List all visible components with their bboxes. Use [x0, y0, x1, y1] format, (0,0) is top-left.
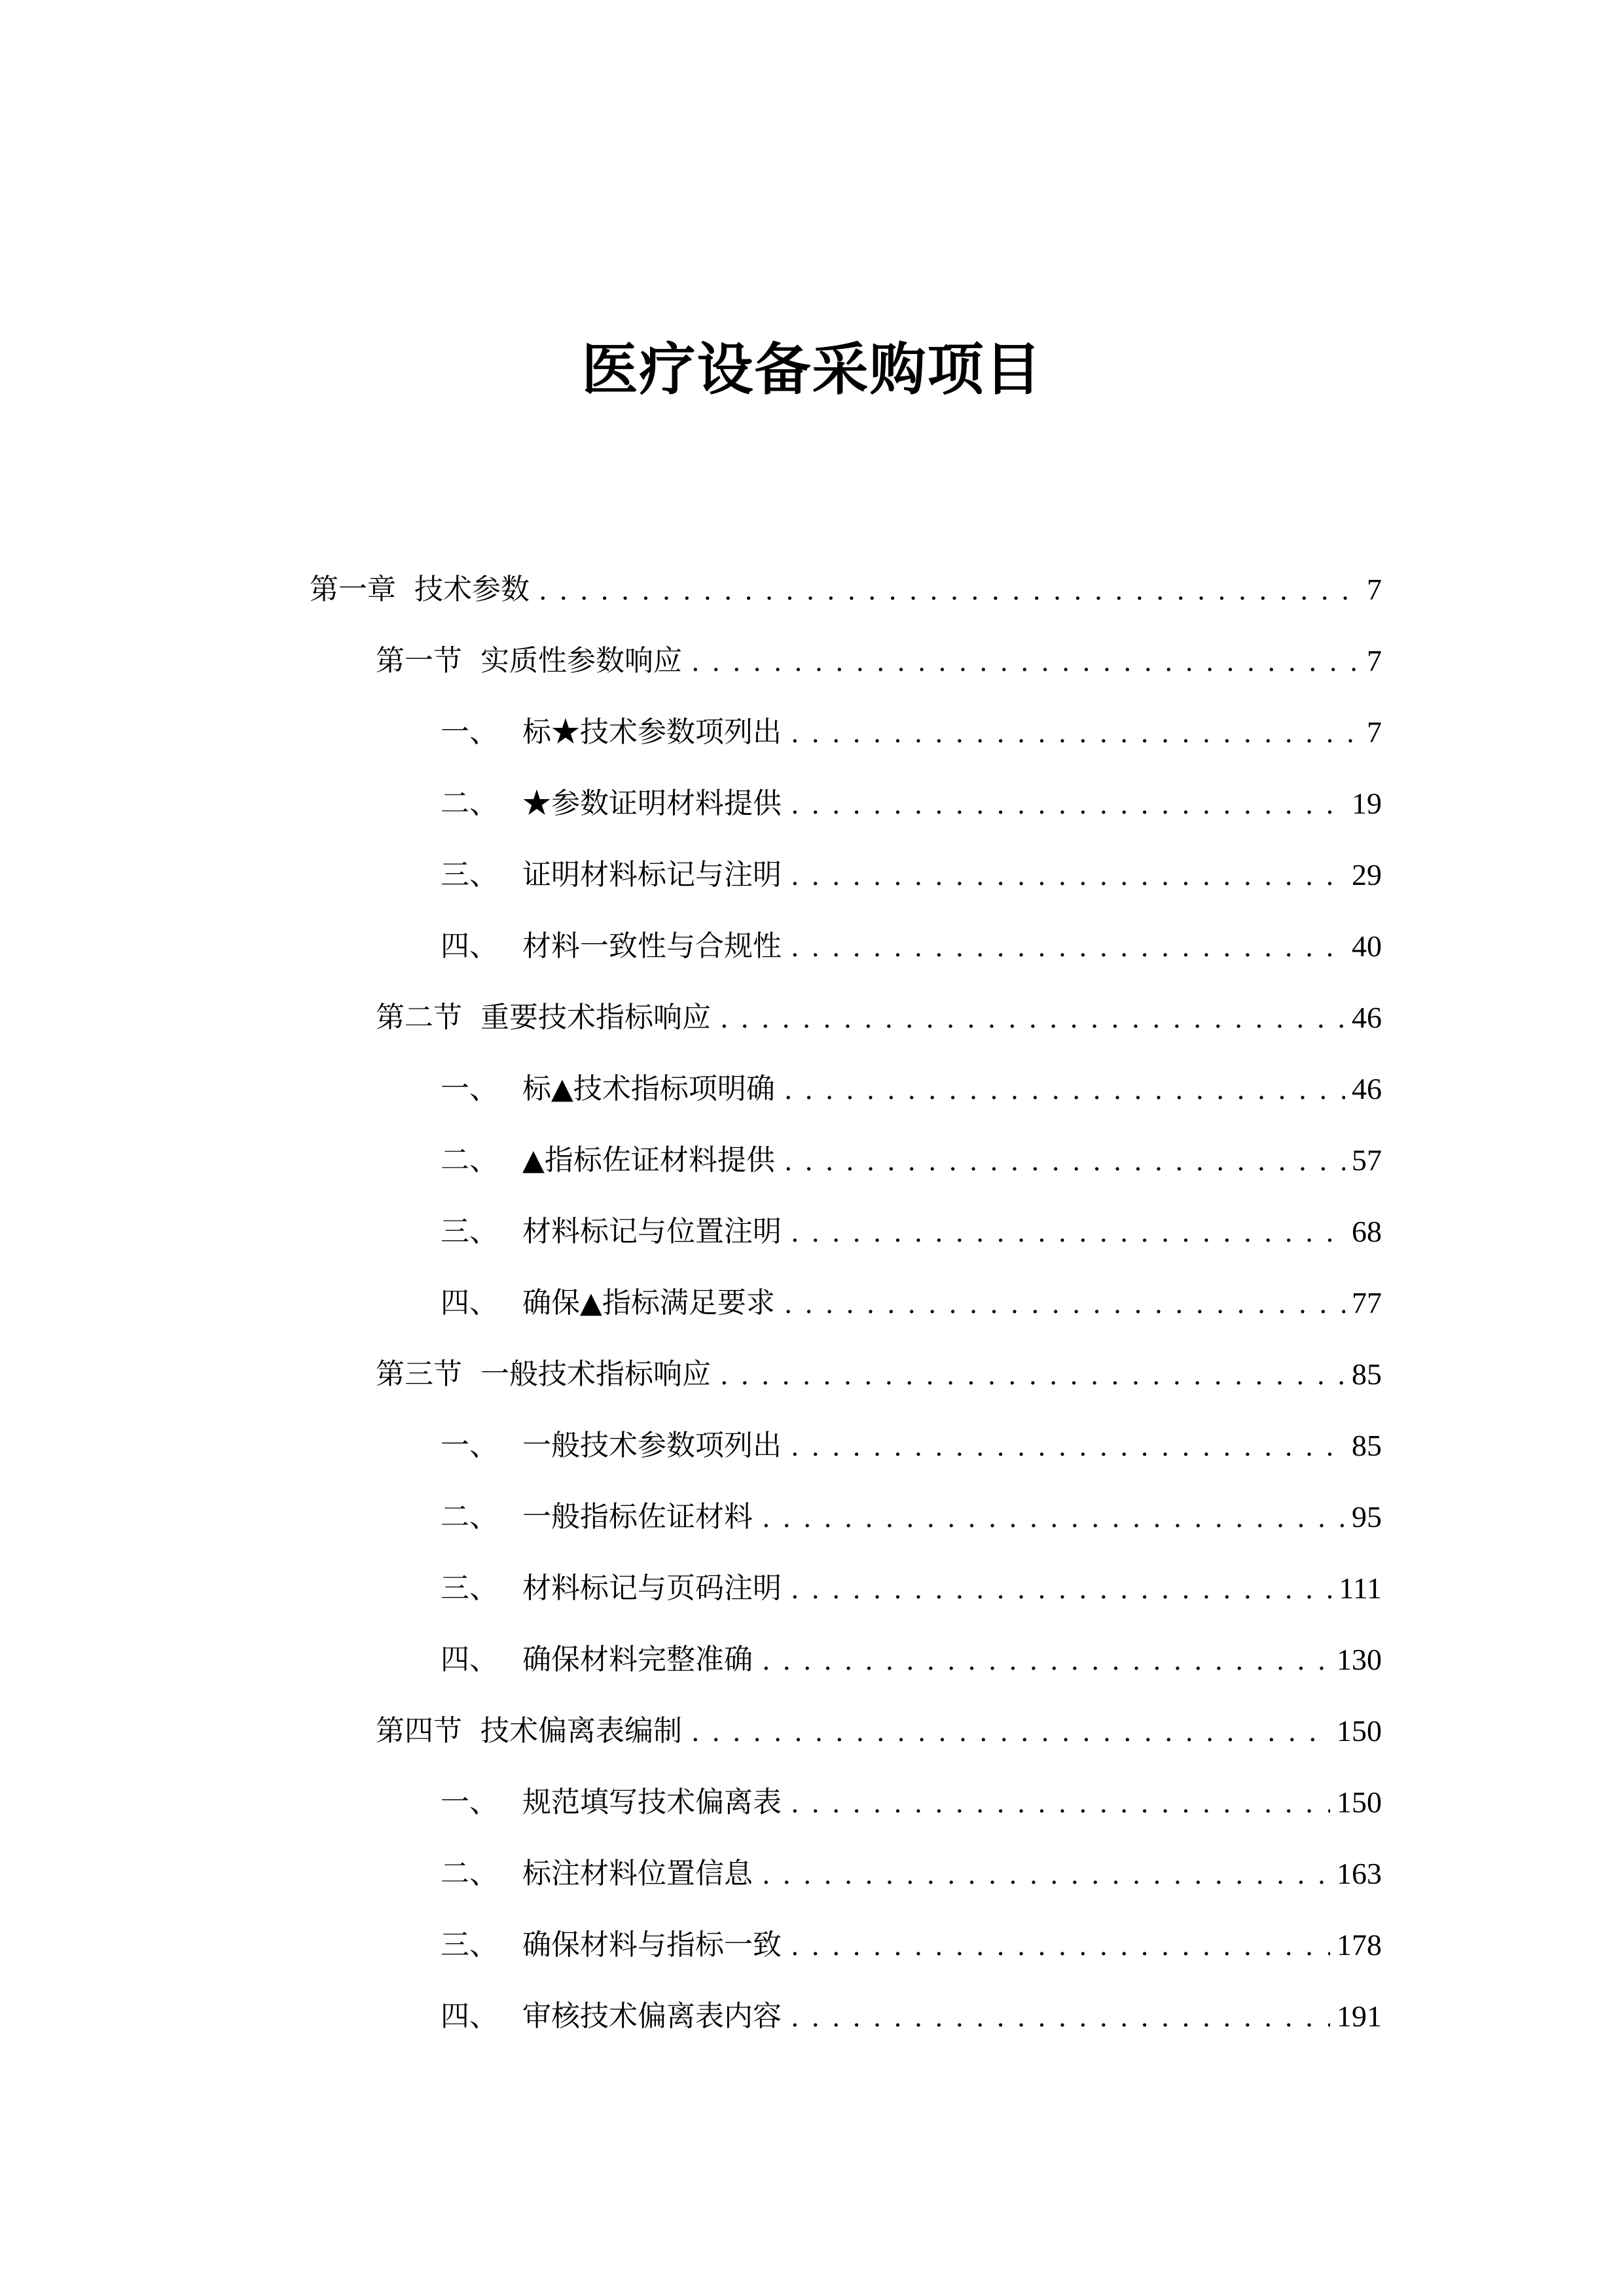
toc-entry-page: 178 — [1337, 1928, 1382, 1962]
toc-entry-number: 四、 — [441, 929, 498, 963]
toc-entry-number: 第二节 — [376, 1001, 462, 1034]
toc-entry-page: 95 — [1352, 1500, 1382, 1534]
toc-entry-label: 标▲技术指标项明确 — [522, 1072, 775, 1105]
toc-dot-leader — [791, 1423, 1345, 1469]
toc-dot-leader — [791, 1566, 1332, 1611]
toc-entry-page: 85 — [1352, 1429, 1382, 1462]
toc-entry-label: 规范填写技术偏离表 — [522, 1785, 782, 1819]
toc-entry[interactable] — [376, 638, 1382, 684]
toc-entry-page: 85 — [1352, 1357, 1382, 1391]
toc-entry-page: 46 — [1352, 1001, 1382, 1034]
toc-dot-leader — [762, 1494, 1345, 1540]
toc-entry[interactable] — [441, 1922, 1382, 1968]
toc-entry-label: 标注材料位置信息 — [522, 1857, 753, 1890]
toc-entry-number: 第一节 — [376, 644, 462, 677]
toc-dot-leader — [791, 1780, 1330, 1825]
toc-entry-page: 40 — [1352, 929, 1382, 963]
toc-dot-leader — [720, 995, 1345, 1041]
toc-entry[interactable] — [376, 1708, 1382, 1754]
toc-entry-label: 标★技术参数项列出 — [522, 715, 782, 749]
toc-entry-label: 审核技术偏离表内容 — [522, 2000, 782, 2033]
toc-entry[interactable] — [441, 781, 1382, 827]
toc-entry-page: 46 — [1352, 1072, 1382, 1105]
toc-dot-leader — [791, 781, 1345, 827]
toc-entry-page: 57 — [1352, 1143, 1382, 1177]
toc-entry[interactable] — [441, 1066, 1382, 1112]
toc-entry-number: 三、 — [441, 1571, 498, 1605]
toc-entry-number: 二、 — [441, 1143, 498, 1177]
toc-entry-number: 二、 — [441, 787, 498, 820]
toc-dot-leader — [784, 1066, 1345, 1112]
toc-entry-page: 7 — [1367, 573, 1382, 606]
toc-entry-label: 一般指标佐证材料 — [522, 1500, 753, 1534]
toc-entry-number: 三、 — [441, 1215, 498, 1248]
toc-entry-page: 191 — [1337, 2000, 1382, 2033]
toc-entry[interactable] — [441, 1138, 1382, 1183]
toc-entry-page: 19 — [1352, 787, 1382, 820]
toc-entry-page: 77 — [1352, 1286, 1382, 1319]
toc-dot-leader — [691, 1708, 1330, 1754]
toc-entry[interactable] — [441, 1566, 1382, 1611]
toc-entry-label: 证明材料标记与注明 — [522, 858, 782, 891]
toc-entry-number: 三、 — [441, 1928, 498, 1962]
toc-entry-number: 四、 — [441, 2000, 498, 2033]
toc-entry-page: 68 — [1352, 1215, 1382, 1248]
toc-entry[interactable] — [441, 852, 1382, 898]
toc-entry[interactable] — [310, 567, 1382, 613]
toc-entry-label: 一般技术指标响应 — [480, 1357, 711, 1391]
toc-entry-label: 重要技术指标响应 — [480, 1001, 711, 1034]
toc-entry[interactable] — [441, 924, 1382, 969]
toc-entry-label: 材料标记与页码注明 — [522, 1571, 782, 1605]
toc-entry[interactable] — [441, 1780, 1382, 1825]
toc-entry-number: 第三节 — [376, 1357, 462, 1391]
toc-entry-page: 130 — [1337, 1643, 1382, 1676]
toc-entry-label: 确保材料完整准确 — [522, 1643, 753, 1676]
toc-dot-leader — [791, 1922, 1330, 1968]
toc-dot-leader — [791, 709, 1360, 755]
toc-entry-page: 111 — [1339, 1571, 1382, 1605]
toc-entry-page: 7 — [1367, 715, 1382, 749]
document-title: 医疗设备采购项目 — [581, 337, 1043, 403]
toc-dot-leader — [791, 1994, 1330, 2039]
toc-entry[interactable] — [376, 995, 1382, 1041]
toc-entry-number: 第一章 — [310, 573, 396, 606]
toc-entry[interactable] — [441, 1494, 1382, 1540]
toc-dot-leader — [691, 638, 1360, 684]
toc-entry-label: 材料标记与位置注明 — [522, 1215, 782, 1248]
toc-dot-leader — [539, 567, 1360, 613]
toc-entry-number: 一、 — [441, 1785, 498, 1819]
toc-entry-label: 技术偏离表编制 — [480, 1714, 682, 1748]
toc-entry-page: 29 — [1352, 858, 1382, 891]
toc-entry[interactable] — [441, 709, 1382, 755]
toc-dot-leader — [762, 1637, 1330, 1683]
toc-dot-leader — [791, 924, 1345, 969]
toc-entry-number: 一、 — [441, 1072, 498, 1105]
toc-dot-leader — [791, 852, 1345, 898]
toc-dot-leader — [720, 1352, 1345, 1397]
toc-entry-page: 7 — [1367, 644, 1382, 677]
toc-entry[interactable] — [441, 1209, 1382, 1255]
toc-entry-label: 材料一致性与合规性 — [522, 929, 782, 963]
toc-entry[interactable] — [441, 1994, 1382, 2039]
toc-entry[interactable] — [441, 1280, 1382, 1326]
toc-entry-number: 三、 — [441, 858, 498, 891]
toc-entry-number: 四、 — [441, 1286, 498, 1319]
toc-entry-number: 二、 — [441, 1857, 498, 1890]
toc-entry[interactable] — [441, 1851, 1382, 1897]
toc-dot-leader — [762, 1851, 1330, 1897]
toc-entry-label: 实质性参数响应 — [480, 644, 682, 677]
toc-entry[interactable] — [441, 1637, 1382, 1683]
toc-entry-number: 一、 — [441, 1429, 498, 1462]
toc-entry-page: 150 — [1337, 1785, 1382, 1819]
toc-entry[interactable] — [441, 1423, 1382, 1469]
toc-entry-number: 二、 — [441, 1500, 498, 1534]
toc-entry-label: ★参数证明材料提供 — [522, 787, 782, 820]
toc-entry-label: 一般技术参数项列出 — [522, 1429, 782, 1462]
toc-entry-number: 一、 — [441, 715, 498, 749]
toc-entry-label: 技术参数 — [414, 573, 530, 606]
toc-dot-leader — [784, 1138, 1345, 1183]
toc-entry-page: 150 — [1337, 1714, 1382, 1748]
toc-entry-label: ▲指标佐证材料提供 — [522, 1143, 775, 1177]
toc-dot-leader — [784, 1280, 1345, 1326]
toc-entry-label: 确保材料与指标一致 — [522, 1928, 782, 1962]
toc-entry-label: 确保▲指标满足要求 — [522, 1286, 775, 1319]
toc-entry-number: 四、 — [441, 1643, 498, 1676]
toc-entry-page: 163 — [1337, 1857, 1382, 1890]
toc-dot-leader — [791, 1209, 1345, 1255]
toc-entry-number: 第四节 — [376, 1714, 462, 1748]
toc-entry[interactable] — [376, 1352, 1382, 1397]
